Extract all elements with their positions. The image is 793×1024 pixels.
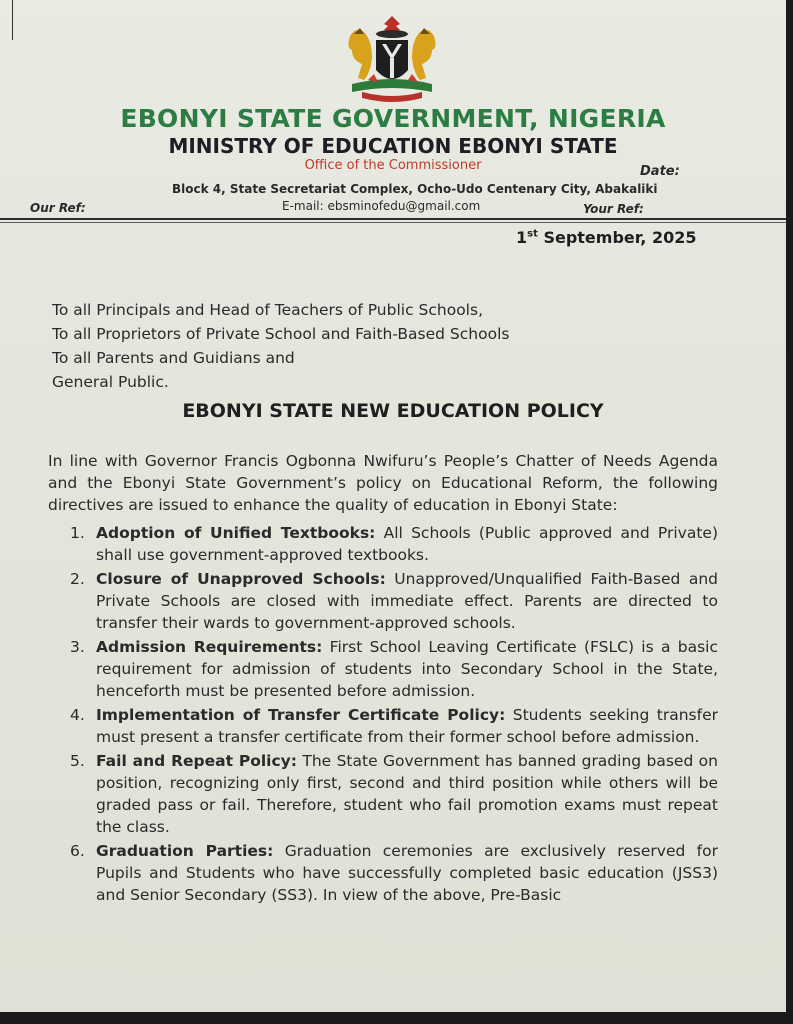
your-ref-label: Your Ref: [583,202,644,216]
directive-heading: Adoption of Unified Textbooks: [96,524,376,542]
letterhead-divider-thin [0,222,786,223]
directive-item [70,522,718,566]
directive-item [70,840,718,906]
addressee-line: To all Proprietors of Private School and Faith-Based Schools [52,325,510,343]
directive-heading: Closure of Unapproved Schools: [96,570,386,588]
addressee-line: General Public. [52,373,169,391]
directive-body: Students seeking transfer must present a transfer certificate from their former school before admission. [96,706,718,746]
directive-number: 4. [70,706,85,724]
directive-body: Graduation ceremonies are exclusively reserved for Pupils and Students who have successfully completed basic education (JSS3) and Senior Secondary (SS3). In view of the above, Pre-Basic [96,842,718,904]
addressee-block [52,298,509,394]
directive-body: All Schools (Public approved and Private) shall use government-approved textbooks. [96,524,718,564]
directive-number: 6. [70,842,85,860]
letterhead-divider [0,218,786,220]
directive-number: 3. [70,638,85,656]
directive-number: 2. [70,570,85,588]
intro-paragraph: In line with Governor Francis Ogbonna Nwifuru’s People’s Chatter of Needs Agenda and the Ebonyi State Government’s policy on Educational Reform, the following directives are issued to enhance the quality of education in Ebonyi State: [48,452,718,514]
directive-item [70,750,718,838]
address-line: Block 4, State Secretariat Complex, Ocho-Udo Centenary City, Abakaliki [172,182,658,196]
directive-heading: Fail and Repeat Policy: [96,752,297,770]
letterhead [0,0,786,225]
directive-body: Unapproved/Unqualified Faith-Based and Private Schools are closed with immediate effect. Parents are directed to transfer their wards to government-approved schools. [96,570,718,632]
email-line: E-mail: ebsminofedu@gmail.com [282,199,481,213]
directive-heading: Admission Requirements: [96,638,323,656]
directive-number: 1. [70,524,85,542]
directive-item [70,636,718,702]
directive-number: 5. [70,752,85,770]
policy-title: EBONYI STATE NEW EDUCATION POLICY [182,400,604,422]
directive-body: First School Leaving Certificate (FSLC) is a basic requirement for admission of students into Secondary School in the State, henceforth must be presented before admission. [96,638,719,700]
nigeria-coat-of-arms-icon [338,14,446,106]
directive-item [70,704,718,748]
directive-item [70,568,718,634]
directive-body: The State Government has banned grading based on position, recognizing only first, second and third position while others will be graded pass or fail. Therefore, student who fail promotion exams must repeat the class. [96,752,718,836]
our-ref-label: Our Ref: [30,201,86,215]
directive-list [70,522,718,908]
directive-heading: Graduation Parties: [96,842,274,860]
office-name: Office of the Commissioner [304,158,482,173]
directive-heading: Implementation of Transfer Certificate Policy: [96,706,506,724]
date-label: Date: [640,164,680,179]
ministry-name: MINISTRY OF EDUCATION EBONYI STATE [168,134,618,158]
government-name: EBONYI STATE GOVERNMENT, NIGERIA [120,104,666,133]
letter-date: 1st September, 2025 [516,228,697,247]
addressee-line: To all Parents and Guidians and [52,349,295,367]
addressee-line: To all Principals and Head of Teachers of Public Schools, [52,301,483,319]
